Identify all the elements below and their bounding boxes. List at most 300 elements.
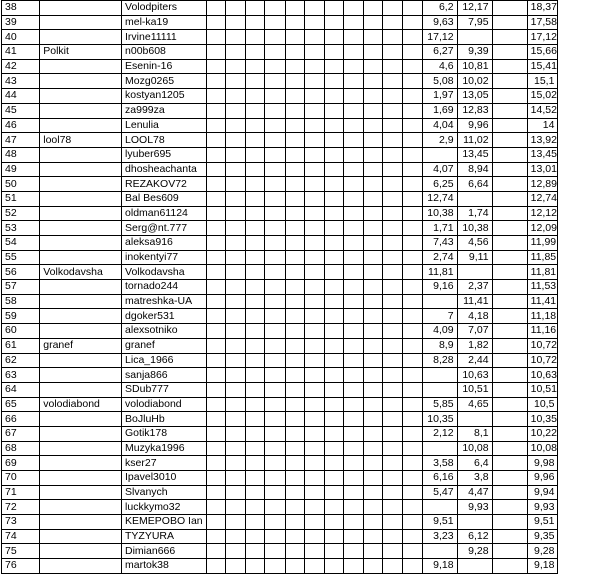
empty-cell <box>265 177 285 192</box>
empty-cell <box>324 294 343 309</box>
empty-cell <box>246 162 265 177</box>
table-row <box>2 280 599 295</box>
empty-cell <box>226 45 246 60</box>
empty-cell <box>206 294 225 309</box>
owner-cell: Polkit <box>40 45 122 60</box>
empty-cell <box>226 103 246 118</box>
empty-cell <box>304 441 324 456</box>
empty-cell <box>343 15 363 30</box>
score-2-cell: 1,74 <box>457 206 492 221</box>
empty-cell <box>324 471 343 486</box>
table-row <box>2 412 599 427</box>
empty-cell <box>285 265 304 280</box>
empty-cell <box>343 133 363 148</box>
player-name-cell: Gotik178 <box>122 426 207 441</box>
empty-cell <box>246 368 265 383</box>
empty-cell <box>265 206 285 221</box>
empty-cell <box>226 147 246 162</box>
empty-cell <box>304 397 324 412</box>
total-cell: 9,51 <box>527 515 558 530</box>
empty-cell <box>304 30 324 45</box>
empty-cell <box>304 500 324 515</box>
empty-cell <box>226 471 246 486</box>
empty-cell <box>265 500 285 515</box>
empty-cell <box>285 441 304 456</box>
empty-cell <box>265 45 285 60</box>
empty-cell <box>492 456 527 471</box>
empty-cell <box>285 89 304 104</box>
empty-cell <box>364 412 383 427</box>
score-1-cell <box>422 500 457 515</box>
score-2-cell: 3,8 <box>457 471 492 486</box>
player-name-cell: aleksa916 <box>122 236 207 251</box>
empty-cell <box>403 74 422 89</box>
empty-cell <box>246 206 265 221</box>
table-row <box>2 294 599 309</box>
empty-cell <box>492 162 527 177</box>
empty-cell <box>226 382 246 397</box>
owner-cell <box>40 280 122 295</box>
empty-cell <box>403 412 422 427</box>
empty-cell <box>492 221 527 236</box>
empty-cell <box>206 15 225 30</box>
empty-cell <box>285 324 304 339</box>
rank-cell: 45 <box>2 103 40 118</box>
total-cell: 12,89 <box>527 177 558 192</box>
empty-cell <box>285 250 304 265</box>
empty-cell <box>226 485 246 500</box>
empty-cell <box>206 412 225 427</box>
empty-cell <box>246 236 265 251</box>
empty-cell <box>324 544 343 559</box>
empty-cell <box>304 515 324 530</box>
rank-cell: 46 <box>2 118 40 133</box>
score-1-cell <box>422 368 457 383</box>
owner-cell: lool78 <box>40 133 122 148</box>
empty-cell <box>343 500 363 515</box>
player-name-cell: za999za <box>122 103 207 118</box>
empty-cell <box>285 15 304 30</box>
player-name-cell: mel-ka19 <box>122 15 207 30</box>
empty-cell <box>265 89 285 104</box>
empty-cell <box>492 177 527 192</box>
owner-cell <box>40 89 122 104</box>
empty-cell <box>324 221 343 236</box>
empty-cell <box>492 15 527 30</box>
owner-cell <box>40 59 122 74</box>
table-row <box>2 191 599 206</box>
score-1-cell <box>422 382 457 397</box>
empty-cell <box>403 280 422 295</box>
rank-cell: 40 <box>2 30 40 45</box>
empty-cell <box>304 59 324 74</box>
empty-cell <box>285 133 304 148</box>
empty-cell <box>265 309 285 324</box>
empty-cell <box>246 265 265 280</box>
empty-cell <box>246 103 265 118</box>
empty-cell <box>364 368 383 383</box>
empty-cell <box>206 456 225 471</box>
player-name-cell: Irvine11111 <box>122 30 207 45</box>
empty-cell <box>206 441 225 456</box>
owner-cell <box>40 515 122 530</box>
empty-cell <box>304 221 324 236</box>
empty-cell <box>364 280 383 295</box>
empty-cell <box>265 147 285 162</box>
owner-cell <box>40 74 122 89</box>
empty-cell <box>383 559 403 574</box>
empty-cell <box>364 147 383 162</box>
rank-cell: 70 <box>2 471 40 486</box>
empty-cell <box>492 191 527 206</box>
empty-cell <box>265 118 285 133</box>
empty-cell <box>403 456 422 471</box>
empty-cell <box>492 324 527 339</box>
empty-cell <box>492 309 527 324</box>
empty-cell <box>343 30 363 45</box>
empty-cell <box>364 191 383 206</box>
empty-cell <box>343 294 363 309</box>
score-1-cell: 1,69 <box>422 103 457 118</box>
empty-cell <box>206 397 225 412</box>
empty-cell <box>206 221 225 236</box>
empty-cell <box>492 559 527 574</box>
empty-cell <box>383 397 403 412</box>
empty-cell <box>343 250 363 265</box>
empty-cell <box>383 30 403 45</box>
empty-cell <box>343 456 363 471</box>
player-name-cell: n00b608 <box>122 45 207 60</box>
empty-cell <box>206 74 225 89</box>
empty-cell <box>492 397 527 412</box>
table-row <box>2 74 599 89</box>
empty-cell <box>492 280 527 295</box>
rank-cell: 43 <box>2 74 40 89</box>
empty-cell <box>343 89 363 104</box>
total-cell: 13,92 <box>527 133 558 148</box>
empty-cell <box>364 544 383 559</box>
empty-cell <box>403 294 422 309</box>
player-name-cell: Slvanych <box>122 485 207 500</box>
owner-cell <box>40 147 122 162</box>
empty-cell <box>304 559 324 574</box>
empty-cell <box>206 265 225 280</box>
owner-cell <box>40 221 122 236</box>
score-2-cell <box>457 191 492 206</box>
score-1-cell: 9,18 <box>422 559 457 574</box>
empty-cell <box>343 191 363 206</box>
player-name-cell: Ipavel3010 <box>122 471 207 486</box>
total-cell: 15,66 <box>527 45 558 60</box>
score-2-cell: 10,51 <box>457 382 492 397</box>
rank-cell: 52 <box>2 206 40 221</box>
empty-cell <box>265 1 285 16</box>
empty-cell <box>265 30 285 45</box>
score-1-cell: 2,74 <box>422 250 457 265</box>
score-1-cell: 3,58 <box>422 456 457 471</box>
empty-cell <box>403 265 422 280</box>
empty-cell <box>304 294 324 309</box>
empty-cell <box>226 74 246 89</box>
table-row <box>2 309 599 324</box>
empty-cell <box>265 456 285 471</box>
owner-cell <box>40 500 122 515</box>
score-2-cell: 1,82 <box>457 338 492 353</box>
empty-cell <box>324 456 343 471</box>
empty-cell <box>364 30 383 45</box>
empty-cell <box>383 206 403 221</box>
empty-cell <box>383 368 403 383</box>
empty-cell <box>285 280 304 295</box>
empty-cell <box>265 441 285 456</box>
empty-cell <box>403 30 422 45</box>
total-cell: 11,81 <box>527 265 558 280</box>
player-name-cell: TYZYURA <box>122 529 207 544</box>
empty-cell <box>206 485 225 500</box>
score-2-cell: 13,45 <box>457 147 492 162</box>
empty-cell <box>403 353 422 368</box>
score-1-cell: 8,28 <box>422 353 457 368</box>
owner-cell <box>40 471 122 486</box>
empty-cell <box>403 118 422 133</box>
score-1-cell: 10,38 <box>422 206 457 221</box>
owner-cell <box>40 353 122 368</box>
empty-cell <box>492 294 527 309</box>
score-1-cell <box>422 441 457 456</box>
empty-cell <box>304 118 324 133</box>
empty-cell <box>383 89 403 104</box>
empty-cell <box>285 397 304 412</box>
score-2-cell: 11,02 <box>457 133 492 148</box>
table-row <box>2 133 599 148</box>
empty-cell <box>343 74 363 89</box>
score-2-cell: 4,65 <box>457 397 492 412</box>
player-name-cell: SDub777 <box>122 382 207 397</box>
empty-cell <box>226 324 246 339</box>
empty-cell <box>285 162 304 177</box>
empty-cell <box>304 426 324 441</box>
empty-cell <box>285 118 304 133</box>
empty-cell <box>383 103 403 118</box>
empty-cell <box>304 471 324 486</box>
player-name-cell: Mozg0265 <box>122 74 207 89</box>
total-cell: 9,35 <box>527 529 558 544</box>
empty-cell <box>383 382 403 397</box>
empty-cell <box>226 191 246 206</box>
empty-cell <box>324 89 343 104</box>
empty-cell <box>206 559 225 574</box>
empty-cell <box>265 515 285 530</box>
player-name-cell: Bal Bes609 <box>122 191 207 206</box>
empty-cell <box>383 294 403 309</box>
empty-cell <box>403 485 422 500</box>
empty-cell <box>285 221 304 236</box>
empty-cell <box>246 30 265 45</box>
player-name-cell: kostyan1205 <box>122 89 207 104</box>
empty-cell <box>403 1 422 16</box>
empty-cell <box>492 471 527 486</box>
empty-cell <box>285 412 304 427</box>
empty-cell <box>285 236 304 251</box>
score-2-cell: 9,39 <box>457 45 492 60</box>
rank-cell: 38 <box>2 1 40 16</box>
table-row <box>2 162 599 177</box>
empty-cell <box>492 544 527 559</box>
empty-cell <box>285 500 304 515</box>
score-2-cell: 10,81 <box>457 59 492 74</box>
score-2-cell: 6,64 <box>457 177 492 192</box>
empty-cell <box>226 280 246 295</box>
empty-cell <box>265 397 285 412</box>
owner-cell <box>40 191 122 206</box>
score-1-cell <box>422 544 457 559</box>
empty-cell <box>265 485 285 500</box>
empty-cell <box>285 309 304 324</box>
empty-cell <box>343 280 363 295</box>
empty-cell <box>343 397 363 412</box>
score-1-cell: 6,25 <box>422 177 457 192</box>
empty-cell <box>246 441 265 456</box>
empty-cell <box>343 324 363 339</box>
empty-cell <box>206 206 225 221</box>
empty-cell <box>206 59 225 74</box>
empty-cell <box>403 441 422 456</box>
empty-cell <box>364 133 383 148</box>
empty-cell <box>246 45 265 60</box>
rank-cell: 56 <box>2 265 40 280</box>
empty-cell <box>492 30 527 45</box>
empty-cell <box>383 324 403 339</box>
score-2-cell: 8,94 <box>457 162 492 177</box>
player-name-cell: Dimian666 <box>122 544 207 559</box>
score-2-cell: 4,56 <box>457 236 492 251</box>
empty-cell <box>265 221 285 236</box>
empty-cell <box>304 147 324 162</box>
empty-cell <box>383 412 403 427</box>
empty-cell <box>383 133 403 148</box>
empty-cell <box>206 250 225 265</box>
total-cell: 15,41 <box>527 59 558 74</box>
owner-cell <box>40 250 122 265</box>
empty-cell <box>285 338 304 353</box>
empty-cell <box>265 368 285 383</box>
empty-cell <box>226 456 246 471</box>
empty-cell <box>343 368 363 383</box>
total-cell: 14 <box>527 118 558 133</box>
empty-cell <box>226 221 246 236</box>
empty-cell <box>364 177 383 192</box>
empty-cell <box>246 309 265 324</box>
empty-cell <box>246 250 265 265</box>
empty-cell <box>324 265 343 280</box>
empty-cell <box>206 544 225 559</box>
empty-cell <box>246 191 265 206</box>
table-row <box>2 15 599 30</box>
empty-cell <box>364 353 383 368</box>
empty-cell <box>364 338 383 353</box>
table-row <box>2 559 599 574</box>
empty-cell <box>383 544 403 559</box>
empty-cell <box>403 206 422 221</box>
total-cell: 9,93 <box>527 500 558 515</box>
empty-cell <box>403 177 422 192</box>
empty-cell <box>343 45 363 60</box>
empty-cell <box>364 515 383 530</box>
owner-cell: granef <box>40 338 122 353</box>
empty-cell <box>226 59 246 74</box>
empty-cell <box>324 30 343 45</box>
empty-cell <box>492 74 527 89</box>
empty-cell <box>285 471 304 486</box>
empty-cell <box>324 206 343 221</box>
score-2-cell: 9,93 <box>457 500 492 515</box>
empty-cell <box>246 544 265 559</box>
score-2-cell: 6,12 <box>457 529 492 544</box>
score-2-cell: 9,11 <box>457 250 492 265</box>
empty-cell <box>285 353 304 368</box>
table-row <box>2 147 599 162</box>
empty-cell <box>304 15 324 30</box>
empty-cell <box>265 544 285 559</box>
empty-cell <box>492 368 527 383</box>
owner-cell <box>40 206 122 221</box>
score-1-cell: 4,6 <box>422 59 457 74</box>
player-name-cell: Lica_1966 <box>122 353 207 368</box>
empty-cell <box>246 412 265 427</box>
empty-cell <box>206 500 225 515</box>
score-1-cell <box>422 147 457 162</box>
score-1-cell <box>422 294 457 309</box>
empty-cell <box>285 103 304 118</box>
empty-cell <box>304 250 324 265</box>
empty-cell <box>403 15 422 30</box>
empty-cell <box>364 265 383 280</box>
empty-cell <box>383 309 403 324</box>
player-name-cell: granef <box>122 338 207 353</box>
empty-cell <box>403 544 422 559</box>
empty-cell <box>364 45 383 60</box>
empty-cell <box>492 441 527 456</box>
table-row <box>2 456 599 471</box>
total-cell: 15,1 <box>527 74 558 89</box>
empty-cell <box>246 118 265 133</box>
table-row <box>2 368 599 383</box>
empty-cell <box>226 515 246 530</box>
score-2-cell: 9,96 <box>457 118 492 133</box>
empty-cell <box>265 15 285 30</box>
empty-cell <box>403 368 422 383</box>
empty-cell <box>343 559 363 574</box>
total-cell: 9,96 <box>527 471 558 486</box>
score-2-cell <box>457 265 492 280</box>
owner-cell <box>40 456 122 471</box>
empty-cell <box>246 15 265 30</box>
total-cell: 10,72 <box>527 338 558 353</box>
empty-cell <box>246 559 265 574</box>
empty-cell <box>492 89 527 104</box>
player-name-cell: sanja866 <box>122 368 207 383</box>
rank-cell: 72 <box>2 500 40 515</box>
empty-cell <box>492 412 527 427</box>
empty-cell <box>246 471 265 486</box>
rank-cell: 47 <box>2 133 40 148</box>
empty-cell <box>226 500 246 515</box>
score-1-cell: 7,43 <box>422 236 457 251</box>
results-table <box>1 0 599 574</box>
empty-cell <box>285 368 304 383</box>
empty-cell <box>206 45 225 60</box>
empty-cell <box>226 15 246 30</box>
